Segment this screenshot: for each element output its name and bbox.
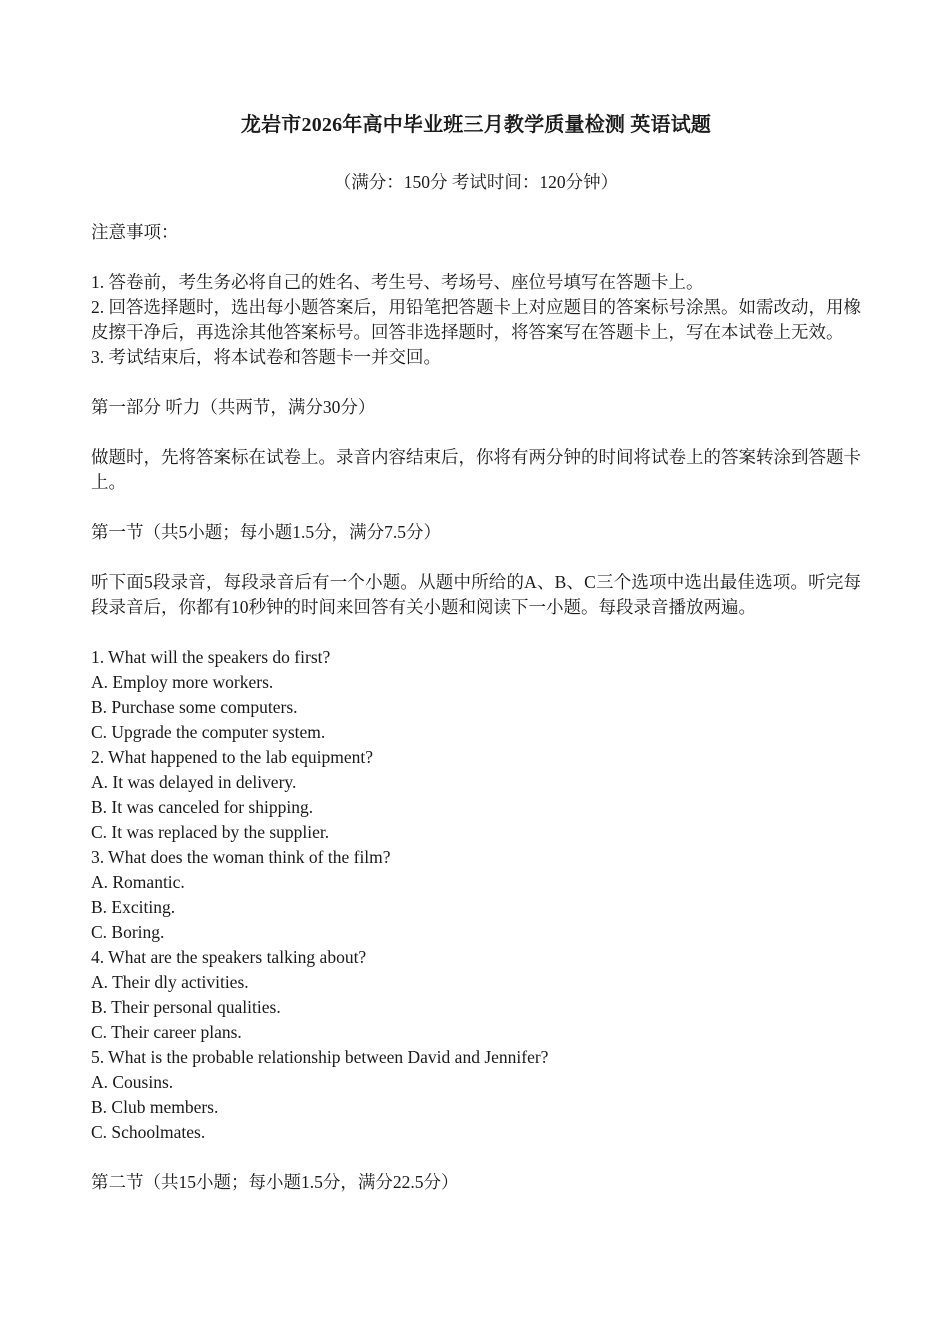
question-option: C. Their career plans. bbox=[91, 1022, 242, 1042]
question-stem: 2. What happened to the lab equipment? bbox=[91, 747, 374, 767]
question-option: A. Their dly activities. bbox=[91, 972, 249, 992]
question-option: B. Exciting. bbox=[91, 897, 176, 917]
section1-heading: 第一节（共5小题；每小题1.5分，满分7.5分） bbox=[91, 522, 441, 542]
question-option: C. It was replaced by the supplier. bbox=[91, 822, 330, 842]
question-option: A. Romantic. bbox=[91, 872, 185, 892]
question-option: B. Their personal qualities. bbox=[91, 997, 281, 1017]
part1-instruction: 做题时，先将答案标在试卷上。录音内容结束后，你将有两分钟的时间将试卷上的答案转涂到答题卡上。 bbox=[91, 447, 861, 492]
notice-item-3: 3. 考试结束后，将本试卷和答题卡一并交回。 bbox=[91, 347, 441, 367]
exam-subtitle: （满分：150分 考试时间：120分钟） bbox=[333, 172, 619, 192]
question-option: B. It was canceled for shipping. bbox=[91, 797, 314, 817]
question-option: B. Purchase some computers. bbox=[91, 697, 298, 717]
question-option: A. It was delayed in delivery. bbox=[91, 772, 297, 792]
section1-instruction: 听下面5段录音，每段录音后有一个小题。从题中所给的A、B、C三个选项中选出最佳选项。听完每段录音后，你都有10秒钟的时间来回答有关小题和阅读下一小题。每段录音播放两遍。 bbox=[91, 572, 861, 617]
question-list bbox=[91, 645, 861, 1145]
question-option: B. Club members. bbox=[91, 1097, 219, 1117]
question-option: A. Cousins. bbox=[91, 1072, 174, 1092]
question-stem: 3. What does the woman think of the film? bbox=[91, 847, 391, 867]
section2-heading: 第二节（共15小题；每小题1.5分，满分22.5分） bbox=[91, 1172, 459, 1192]
question-option: C. Boring. bbox=[91, 922, 165, 942]
notice-item-2: 2. 回答选择题时，选出每小题答案后，用铅笔把答题卡上对应题目的答案标号涂黑。如需改动，用橡皮擦干净后，再选涂其他答案标号。回答非选择题时，将答案写在答题卡上，写在本试卷上无效。 bbox=[91, 297, 861, 342]
question-option: C. Schoolmates. bbox=[91, 1122, 206, 1142]
question-option: C. Upgrade the computer system. bbox=[91, 722, 326, 742]
question-stem: 1. What will the speakers do first? bbox=[91, 647, 331, 667]
question-option: A. Employ more workers. bbox=[91, 672, 274, 692]
notice-item-1: 1. 答卷前，考生务必将自己的姓名、考生号、考场号、座位号填写在答题卡上。 bbox=[91, 272, 704, 292]
exam-title: 龙岩市2026年高中毕业班三月教学质量检测 英语试题 bbox=[240, 114, 712, 136]
question-stem: 4. What are the speakers talking about? bbox=[91, 947, 367, 967]
notice-heading: 注意事项： bbox=[91, 222, 179, 242]
exam-page bbox=[91, 110, 861, 1195]
part1-heading: 第一部分 听力（共两节，满分30分） bbox=[91, 397, 376, 417]
question-stem: 5. What is the probable relationship between David and Jennifer? bbox=[91, 1047, 549, 1067]
